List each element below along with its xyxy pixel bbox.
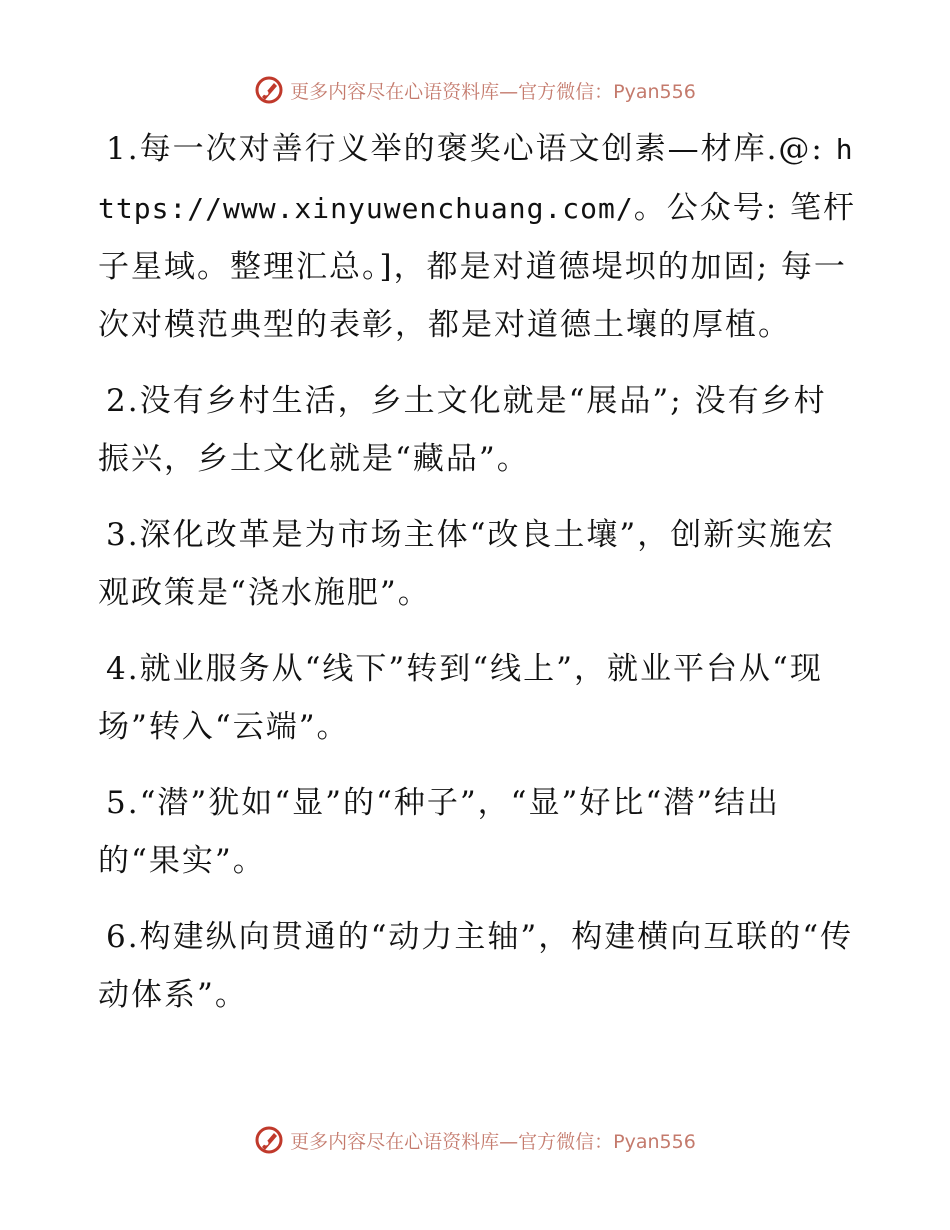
paragraph-1-text-b: 。公众号: 笔杆子星域。整理汇总。]，都是对道德堤坝的加固; 每一次对模范典型的表彰，都是对道德土壤的厚植。 [98, 190, 857, 343]
pen-logo-icon [254, 75, 284, 105]
paragraph-3 [98, 506, 858, 622]
header-banner [0, 70, 950, 110]
footer-banner-text: 更多内容尽在心语资料库—官方微信：Pyan556 [290, 1130, 696, 1153]
paragraph-5 [98, 774, 858, 890]
paragraph-6-text: 6.构建纵向贯通的“动力主轴”，构建横向互联的“传动体系”。 [98, 919, 854, 1013]
paragraph-5-text: 5.“潜”犹如“显”的“种子”，“显”好比“潜”结出的“果实”。 [98, 785, 781, 879]
source-url-link[interactable]: https://www.xinyuwenchuang.com/ [98, 133, 854, 225]
document-body [98, 120, 858, 1042]
footer-banner [0, 1120, 950, 1160]
paragraph-1-text-a: 1.每一次对善行义举的褒奖心语文创素—材库.@: [106, 131, 836, 167]
paragraph-1 [98, 120, 858, 354]
paragraph-4 [98, 640, 858, 756]
header-banner-text: 更多内容尽在心语资料库—官方微信：Pyan556 [290, 80, 696, 103]
paragraph-4-text: 4.就业服务从“线下”转到“线上”，就业平台从“现场”转入“云端”。 [98, 651, 823, 745]
paragraph-2 [98, 372, 858, 488]
pen-logo-icon [254, 1125, 284, 1155]
paragraph-2-text: 2.没有乡村生活，乡土文化就是“展品”; 没有乡村振兴，乡土文化就是“藏品”。 [98, 383, 827, 477]
paragraph-3-text: 3.深化改革是为市场主体“改良土壤”，创新实施宏观政策是“浇水施肥”。 [98, 517, 836, 611]
paragraph-6 [98, 908, 858, 1024]
